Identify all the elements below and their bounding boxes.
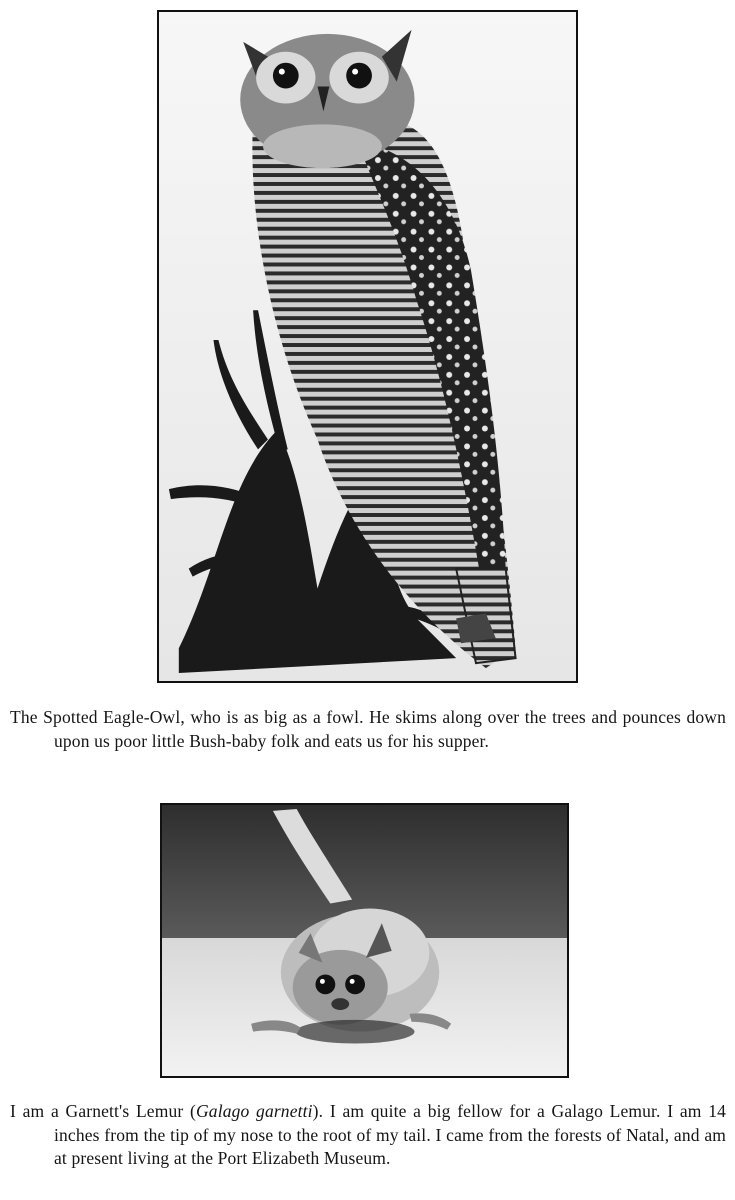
owl-caption (10, 706, 726, 753)
lemur-scientific-name: Galago garnetti (196, 1101, 313, 1121)
lemur-photograph (160, 803, 569, 1078)
lemur-caption-text (10, 1100, 726, 1171)
lemur-illustration (162, 805, 567, 1076)
owl-photograph (157, 10, 578, 683)
lemur-caption-part-2: ). I am quite a big fellow for a Galago Lemur. I am 14 inches from the tip of my nose to the root of my tail. I came from the forests of Natal, and am at present living at the Port Elizabeth Museum. (54, 1101, 726, 1168)
owl-illustration (159, 12, 576, 681)
owl-caption-text: The Spotted Eagle-Owl, who is as big as a fowl. He skims along over the trees and pounces down upon us poor little Bush-baby folk and eats us for his supper. (10, 707, 726, 751)
lemur-caption-part-1: I am a Garnett's Lemur ( (10, 1101, 196, 1121)
lemur-caption (10, 1100, 726, 1171)
